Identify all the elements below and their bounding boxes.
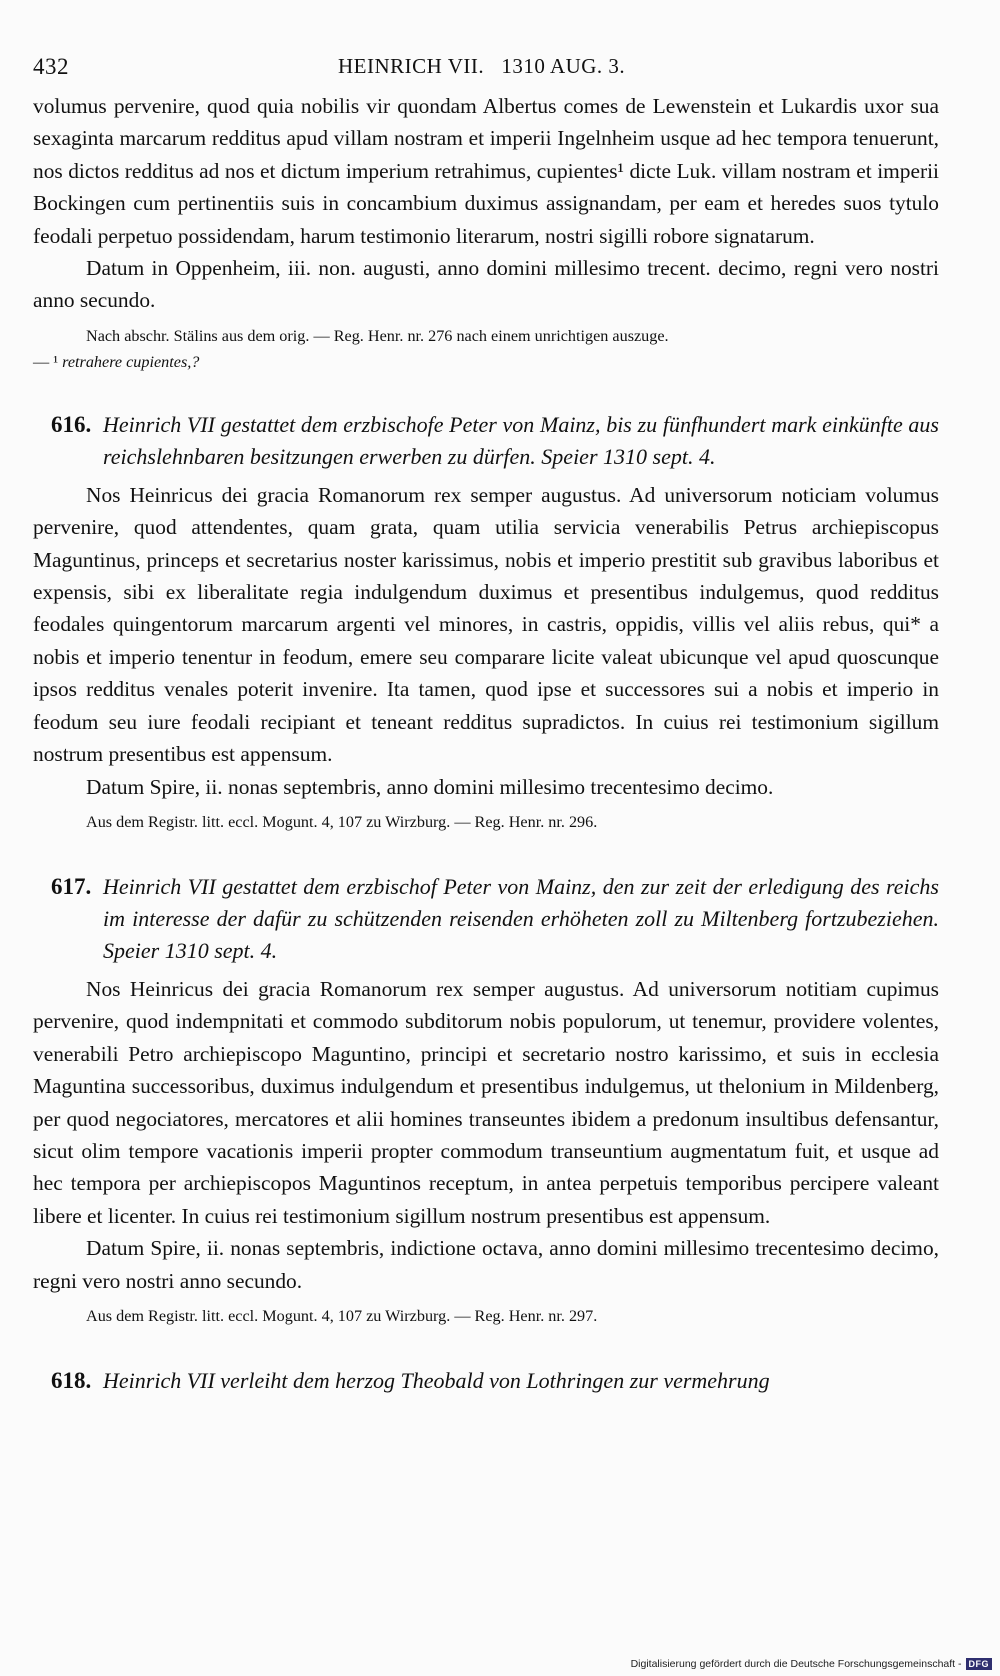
entry-title: Heinrich VII gestattet dem erzbischof Peter von Mainz, den zur zeit der erledigung des reichs im interesse der dafür zu schützenden reisenden erhöheten zoll zu Miltenberg fortzubeziehen. Speier 1310 sept. 4.: [103, 873, 939, 963]
entry-616-body: Nos Heinricus dei gracia Romanorum rex semper augustus. Ad universorum noticiam volumus pervenire, quod attendentes, quam grata, quam utilia servicia venerabilis Petrus archiepiscopus Maguntinus, princeps et secretarius noster karissimus, nobis et imperio prestitit sub gravibus laboribus et expensis, sibi ex liberalitate regia indulgendum duximus et presentibus indulgemus, quod redditus feodales quingentorum marcarum argenti vel minores, in castris, oppidis, villis vel aliis rebus, qui* a nobis et imperio tenentur in feodum, emere seu comparare licite valeat ubicunque vel apud quoscunque ipsos redditus venales poterit invenire. Ita tamen, quod ipse et successores sui a nobis et imperio in feodum seu iure feodali recipiant et teneant redditus supradictos. In cuius rei testimonium sigillum nostrum presentibus est appensum.: [33, 482, 939, 767]
entry-617-datum: Datum Spire, ii. nonas septembris, indictione octava, anno domini millesimo trecentesimo decimo, regni vero nostri anno secundo.: [33, 1236, 939, 1293]
digitization-credit: [631, 1658, 992, 1670]
prev-entry-source-note: Nach abschr. Stälins aus dem orig. — Reg. Henr. nr. 276 nach einem unrichtigen auszuge.: [86, 326, 669, 345]
entry-number: 616.: [51, 411, 92, 437]
entry-number: 617.: [51, 873, 92, 899]
page-content: [33, 50, 939, 1403]
entry-617-body: Nos Heinricus dei gracia Romanorum rex semper augustus. Ad universorum notitiam cupimus pervenire, quod indempnitati et commodo subditorum nobis populorum, ut tenemur, providere volentes, venerabili Petro archiepiscopo Maguntino, principi et secretario nostro karissimo, et suis in ecclesia Maguntina successoribus, duximus indulgendum et presentibus indulgemus, ut thelonium in Mildenberg, per quod negociatores, mercatores et alii homines transeuntes ibidem a predonum insultibus defensantur, sicut olim tempore vacationis imperii propter commodum transeuntium augmentatum fuit, et usque ad hec tempora per archiepiscopos Maguntinos receptum, in antea perpetuis temporibus percipere valeant libere et licenter. In cuius rei testimonium sigillum nostrum presentibus est appensum.: [33, 976, 939, 1228]
entry-617-heading: [33, 871, 939, 967]
entry-618-heading: [33, 1365, 939, 1397]
running-title: HEINRICH VII. 1310 AUG. 3.: [338, 54, 626, 78]
credit-text: Digitalisierung gefördert durch die Deutsche Forschungsgemeinschaft -: [630, 1658, 962, 1670]
dfg-logo: DFG: [966, 1658, 993, 1670]
prev-entry-datum: Datum in Oppenheim, iii. non. augusti, anno domini millesimo trecent. decimo, regni vero nostri anno secundo.: [33, 256, 939, 313]
entry-616-heading: [33, 409, 939, 473]
entry-number: 618.: [51, 1367, 92, 1393]
entry-616-source-note: Aus dem Registr. litt. eccl. Mogunt. 4, 107 zu Wirzburg. — Reg. Henr. nr. 296.: [86, 812, 598, 831]
running-header: [33, 50, 939, 90]
footnote-text: retrahere cupientes,?: [62, 352, 200, 371]
prev-entry-footnote: [33, 349, 939, 375]
entry-616-datum: Datum Spire, ii. nonas septembris, anno domini millesimo trecentesimo decimo.: [86, 774, 774, 799]
page-number: 432: [33, 54, 69, 79]
prev-entry-body: volumus pervenire, quod quia nobilis vir quondam Albertus comes de Lewenstein et Lukardis uxor sua sexaginta marcarum redditus apud villam nostram et imperii Ingelnheim usque ad hec tempora tenuerunt, nos dictos redditus ad nos et dictum imperium retrahimus, cupientes¹ dicte Luk. villam nostram et imperii Bockingen cum pertinentiis suis in concambium duximus assignandam, per eam et heredes suos tytulo feodali perpetuo possidendam, harum testimonio literarum, nostri sigilli robore signatarum.: [33, 94, 939, 248]
entry-title: Heinrich VII verleiht dem herzog Theobald von Lothringen zur vermehrung: [103, 1367, 770, 1393]
entry-617-source-note: Aus dem Registr. litt. eccl. Mogunt. 4, 107 zu Wirzburg. — Reg. Henr. nr. 297.: [86, 1306, 598, 1325]
footnote-marker: — ¹: [33, 352, 59, 371]
entry-title: Heinrich VII gestattet dem erzbischofe Peter von Mainz, bis zu fünfhundert mark einkünfte aus reichslehnbaren besitzungen erwerben zu dürfen. Speier 1310 sept. 4.: [103, 411, 939, 469]
